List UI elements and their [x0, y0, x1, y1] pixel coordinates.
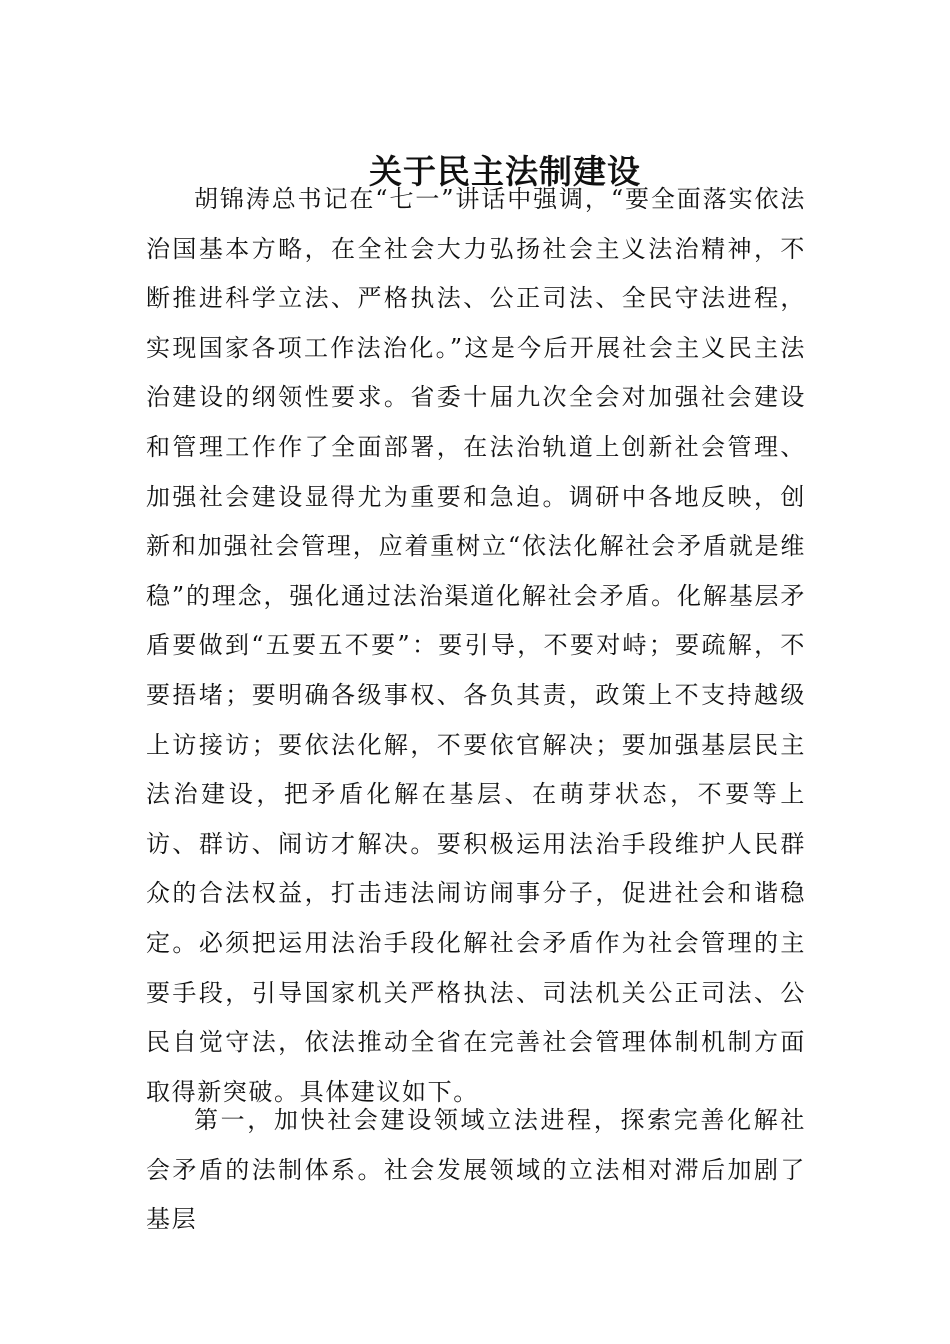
document-title: 关于民主法制建设 — [369, 152, 641, 192]
paragraph-intro: 胡锦涛总书记在“七一”讲话中强调，“要全面落实依法治国基本方略，在全社会大力弘扬社会主义法治精神，不断推进科学立法、严格执法、公正司法、全民守法进程，实现国家各项工作法治化。”这是今后开展社会主义民主法治建设的纲领性要求。省委十届九次全会对加强社会建设和管理工作作了全面部署，在法治轨道上创新社会管理、加强社会建设显得尤为重要和急迫。调研中各地反映，创新和加强社会管理，应着重树立“依法化解社会矛盾就是维稳”的理念，强化通过法治渠道化解社会矛盾。化解基层矛盾要做到“五要五不要”：要引导，不要对峙；要疏解，不要捂堵；要明确各级事权、各负其责，政策上不支持越级上访接访；要依法化解，不要依官解决；要加强基层民主法治建设，把矛盾化解在基层、在萌芽状态，不要等上访、群访、闹访才解决。要积极运用法治手段维护人民群众的合法权益，打击违法闹访闹事分子，促进社会和谐稳定。必须把运用法治手段化解社会矛盾作为社会管理的主要手段，引导国家机关严格执法、司法机关公正司法、公民自觉守法，依法推动全省在完善社会管理体制机制方面取得新突破。具体建议如下。 — [146, 185, 806, 1106]
paragraph-first-point: 第一，加快社会建设领域立法进程，探索完善化解社会矛盾的法制体系。社会发展领域的立法相对滞后加剧了基层 — [146, 1106, 806, 1234]
